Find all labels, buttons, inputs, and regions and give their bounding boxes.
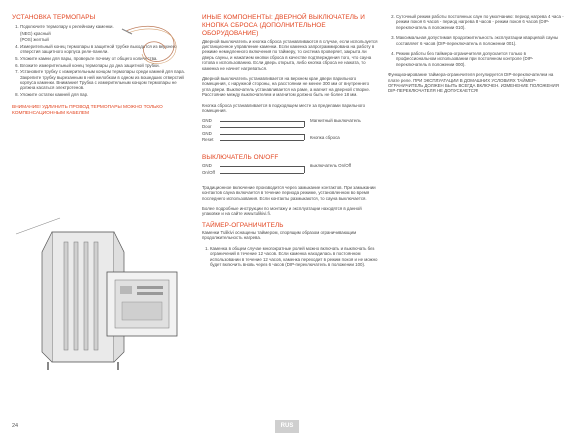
list-item: 4. Режим работы без таймера-ограничителя допускается только в профессиональном использовании при постоянном контроле (DIP-переключатель в положении 000). (396, 51, 564, 67)
installation-steps (12, 24, 185, 97)
terminal-label: On/Off (202, 169, 215, 175)
terminal-label: Door (202, 124, 212, 130)
warning-text: ВНИМАНИЕ! УДЛИНИТЬ ПРОВОД ТЕРМОПАРЫ МОЖНО ТОЛЬКО КОМПЕНСАЦИОННЫМ КАБЕЛЕМ (12, 105, 163, 117)
section-heading-timer: ТАЙМЕР-ОГРАНИЧИТЕЛЬ (202, 221, 284, 229)
heater-illustration (12, 212, 188, 372)
thermocouple-illustration (118, 17, 188, 81)
page-number: 24 (12, 423, 19, 429)
terminal-label: GND (202, 162, 212, 168)
paragraph: Кнопка сброса устанавливается в подходящем месте за пределами парильного помещения. (202, 102, 366, 114)
step-item: (POS) желтый (20, 37, 49, 43)
step-item: 7. Установите трубку с измерительным концом термопары среди камней для пара. Закрепите трубку вырезанным в ней желобком в одном из вошедших отверстий корпуса каменки. Внимание! Трубка с измерительным концом термопары не должна касаться электротенов. (20, 69, 188, 91)
timer-list-continued (388, 14, 564, 67)
door-reset-wiring-diagram (202, 118, 378, 148)
component-label: Кнопка сброса (310, 135, 340, 141)
component-label: Магнитный выключатель (310, 118, 361, 124)
step-item: 8. Уложите остатки камней для пар. (20, 92, 188, 97)
paragraph: Традиционное включение производится через замыкание контактов. При замыкании контактов сауна включается в течение периода режиме, установленном во время последнего использования. Если контакты размыкаются, то сауна выключается. (202, 184, 376, 201)
terminal-label: Reset (202, 137, 214, 143)
step-item: (NEG) красный (20, 30, 51, 36)
step-item: 5. Уложите камни для пары, проверьте почему от общего количества. (20, 56, 188, 61)
terminal-label: GND (202, 118, 212, 124)
paragraph: Каменки Tulikivi оснащены таймером, спорящим образом ограничивающим продолжительность нагрева. (202, 229, 357, 241)
terminal-label: GND (202, 131, 212, 137)
section-heading-thermocouple: УСТАНОВКА ТЕРМОПАРЫ (12, 14, 96, 21)
step-item: 1. Подключите термопару к релейному каменки. (20, 24, 120, 29)
paragraph: Более подробные инструкции по монтажу и эксплуатации находятся в данной упаковке и на сайте www.tulikivi.fi. (202, 205, 362, 217)
list-item: 3. Максимальная допустимая продолжительность эксплуатации кварцевой сауны составляет 6 часов (DIP-переключатель в положении 001). (396, 35, 564, 46)
component-label: выключатель On/Off (310, 162, 352, 168)
section-heading-components: ИНЫЕ КОМПОНЕНТЫ: ДВЕРНОЙ ВЫКЛЮЧАТЕЛЬ И КНОПКА СБРОСА (ДОПОЛНИТЕЛЬНОЕ ОБОРУДОВАНИЕ) (202, 14, 365, 38)
paragraph: Дверной выключатель устанавливается на верхнем крае двери парильного помещения, с наружной стороны, на расстоянии не менее 300 мм от внутреннего угла двери. Выключатель устанавливается на раме, а магнит на дверной створке. Расстояние между выключателем и магнитом должно быть не более 18 мм. (202, 76, 371, 98)
list-item: 1. Каменка в общем случае многократные ролей можно включать и выключать без ограничений в течение 12 часов. Если каменка находилась в постоянном использовании в течение 12 часов, каменка переходит в режим покоя и не можно будет включить вновь через 6 часов (DIP-переключатель в положении 100). (210, 246, 378, 268)
language-badge: RUS (275, 420, 299, 433)
paragraph: Функционирование таймера-ограничителя регулируется DIP-переключателем на плате реле. ПРИ ЭКСПЛУАТАЦИИ В ДОМАШНИХ УСЛОВИЯХ ТАЙМЕР-ОГРАНИЧИТЕЛЬ ДОЛЖЕН БЫТЬ ВСЕГДА ВКЛЮЧЕН. ИЗМЕНЕНИЕ ПОЛОЖЕНИЯ DIP-ПЕРЕКЛЮЧАТЕЛЯ НЕ ДОПУСКАЕТСЯ! (388, 72, 559, 94)
paragraph: Дверной выключатель и кнопка сброса устанавливаются в случае, если используется дистанционное управление каменки. Если каменка запрограммирована на работу в режиме немедленного включения по таймеру, то система проверяет, закрыта ли дверь сауны, и нажатием кнопки сброса в качестве подтверждения того, что сауна готова к использованию. Если дверь открыта, либо кнопка сброса не нажата, то каменка не начнет нагреваться. (202, 38, 378, 71)
timer-list (202, 246, 378, 268)
column-components (202, 14, 378, 269)
column-timer-continued (388, 14, 564, 99)
step-item: 6. Вложите измерительный конец термопары до дна защитной трубки. (20, 63, 188, 68)
section-heading-onoff: ВЫКЛЮЧАТЕЛЬ ON/OFF (202, 154, 279, 162)
list-item: 2. Суточный режим работы постоянных саун по умолчанию: период нагрева 4 часа - режим покоя 6 часов - период нагрева 8 часов - режим покоя 6 часов (DIP-переключатель в положении 010). (396, 14, 564, 30)
step-item: 4. Измерительный конец термопары в защитной трубке выходится из верхнего отверстия защитного корпуса реле-панели. (20, 44, 188, 55)
onoff-wiring-diagram (202, 163, 378, 179)
